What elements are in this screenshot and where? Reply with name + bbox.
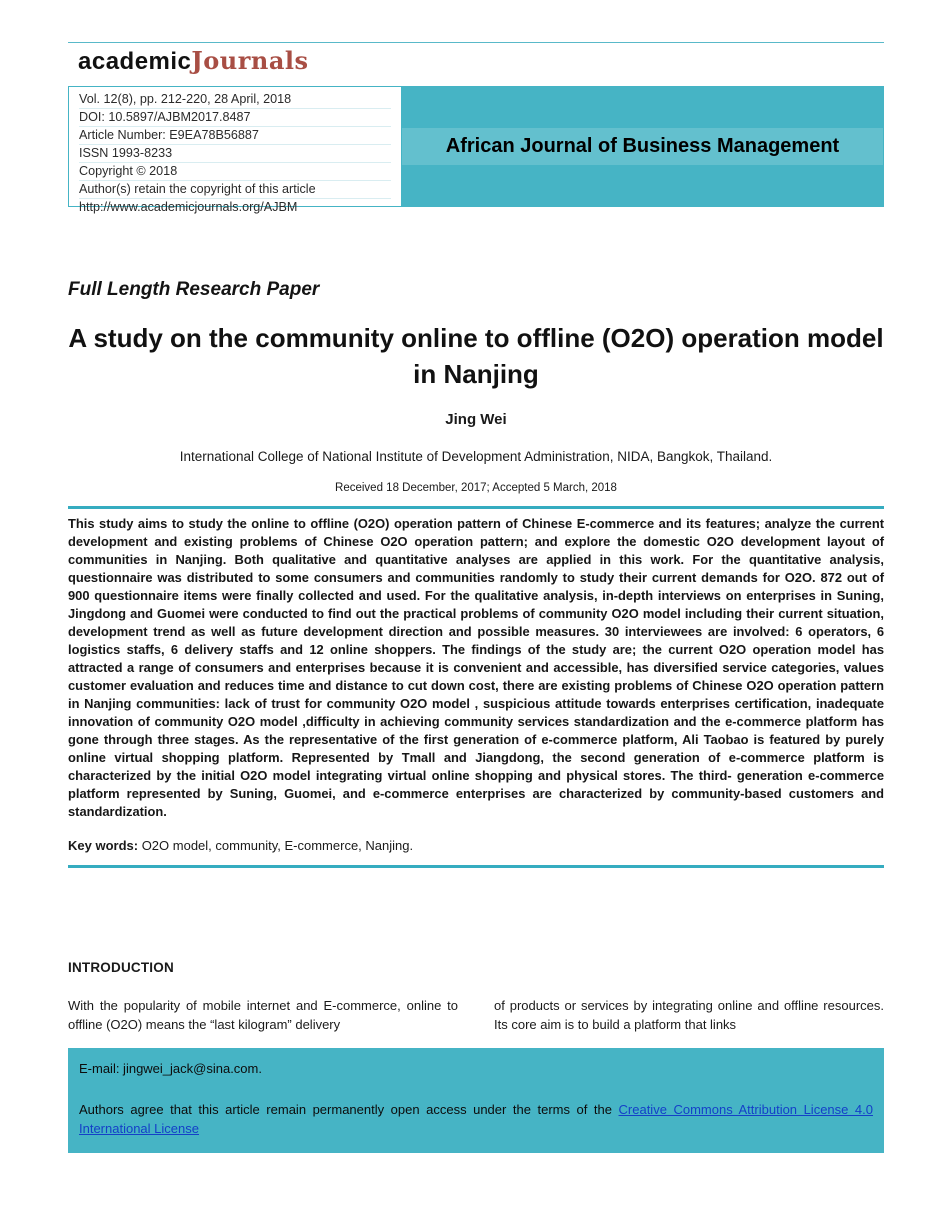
journal-url: http://www.academicjournals.org/AJBM <box>79 200 298 214</box>
publisher-logo <box>78 46 309 76</box>
logo-academic-text: academic <box>78 48 192 75</box>
keywords-label: Key words: <box>68 838 139 853</box>
keywords-text: O2O model, community, E-commerce, Nanjing. <box>138 838 414 853</box>
license-paragraph <box>79 1100 873 1138</box>
footer-box <box>68 1048 884 1153</box>
intro-column-left: With the popularity of mobile internet and E-commerce, online to offline (O2O) means the “last kilogram” delivery <box>68 998 458 1032</box>
abstract-text: This study aims to study the online to offline (O2O) operation pattern of Chinese E-commerce and its features; analyze the current development and existing problems of Chinese O2O operation pattern; and explore the domestic O2O development layout of communities in Nanjing. Both qualitative and quantitative analyses are applied in this work. For the quantitative analysis, questionnaire was distributed to some consumers and communities randomly to study their current demands for O2O. 872 out of 900 questionnaire items were finally collected and used. For the qualitative analysis, in-depth interviews on enterprises in Suning, Jingdong and Guomei were conducted to find out the practical problems of community O2O model including their current situation, development trend as well as future development direction and possible measures. 30 interviewees are involved: 6 operators, 6 logistics staffs, 6 delivery staffs and 12 online shoppers. The findings of the study are; the current O2O operation model has attracted a range of consumers and enterprises because it is convenient and accessible, has diversified service categories, values customer evaluation and reduces time and distance to cut down cost, there are existing problems of Chinese O2O operation pattern in Nanjing communities: lack of trust for community O2O model , suspicious attitude towards enterprises certification, inadequate innovation of community O2O model ,difficulty in achieving community services standardization and the e-commerce platform has gone through three stages. As the representative of the first generation of e-commerce platform, Ali Taobao is featured by purely online virtual shopping platform. Represented by Tmall and Jiangdong, the second generation of e-commerce platform is characterized by the initial O2O model integrating virtual online shopping and physical stores. The third- generation e-commerce platform represented by Suning, Guomei, and e-commerce enterprises are characterized by community-based customers and standardization. <box>68 516 884 819</box>
introduction-heading: INTRODUCTION <box>68 960 174 975</box>
issn: ISSN 1993-8233 <box>79 145 391 163</box>
license-link[interactable]: Creative Commons Attribution License 4.0 International License <box>79 1102 873 1136</box>
license-text: Authors agree that this article remain permanently open access under the terms of the <box>79 1102 619 1117</box>
keywords-line <box>68 838 884 853</box>
journal-title-banner <box>402 87 883 206</box>
copyright-note: Author(s) retain the copyright of this article <box>79 181 391 199</box>
intro-column-right: of products or services by integrating online and offline resources. Its core aim is to build a platform that links <box>494 998 884 1032</box>
author-name: Jing Wei <box>445 411 507 428</box>
journal-title-band <box>402 128 883 165</box>
received-accepted-dates: Received 18 December, 2017; Accepted 5 March, 2018 <box>335 482 617 494</box>
top-divider <box>68 42 884 43</box>
journal-header <box>68 86 884 214</box>
doi: DOI: 10.5897/AJBM2017.8487 <box>79 109 391 127</box>
author-affiliation: International College of National Institute of Development Administration, NIDA, Bangkok, Thailand. <box>179 449 773 464</box>
volume-info: Vol. 12(8), pp. 212-220, 28 April, 2018 <box>79 91 391 109</box>
logo-journals-text: Journals <box>191 46 309 75</box>
introduction-columns <box>68 996 884 1034</box>
article-number: Article Number: E9EA78B56887 <box>79 127 391 145</box>
article-type-label: Full Length Research Paper <box>68 279 320 300</box>
copyright: Copyright © 2018 <box>79 163 391 181</box>
journal-info-box <box>69 87 402 214</box>
footer-email: E-mail: jingwei_jack@sina.com. <box>79 1061 262 1076</box>
journal-title: African Journal of Business Management <box>445 135 840 157</box>
abstract-section <box>68 506 884 868</box>
paper-title: A study on the community online to offline (O2O) operation model in Nanjing <box>68 323 884 389</box>
